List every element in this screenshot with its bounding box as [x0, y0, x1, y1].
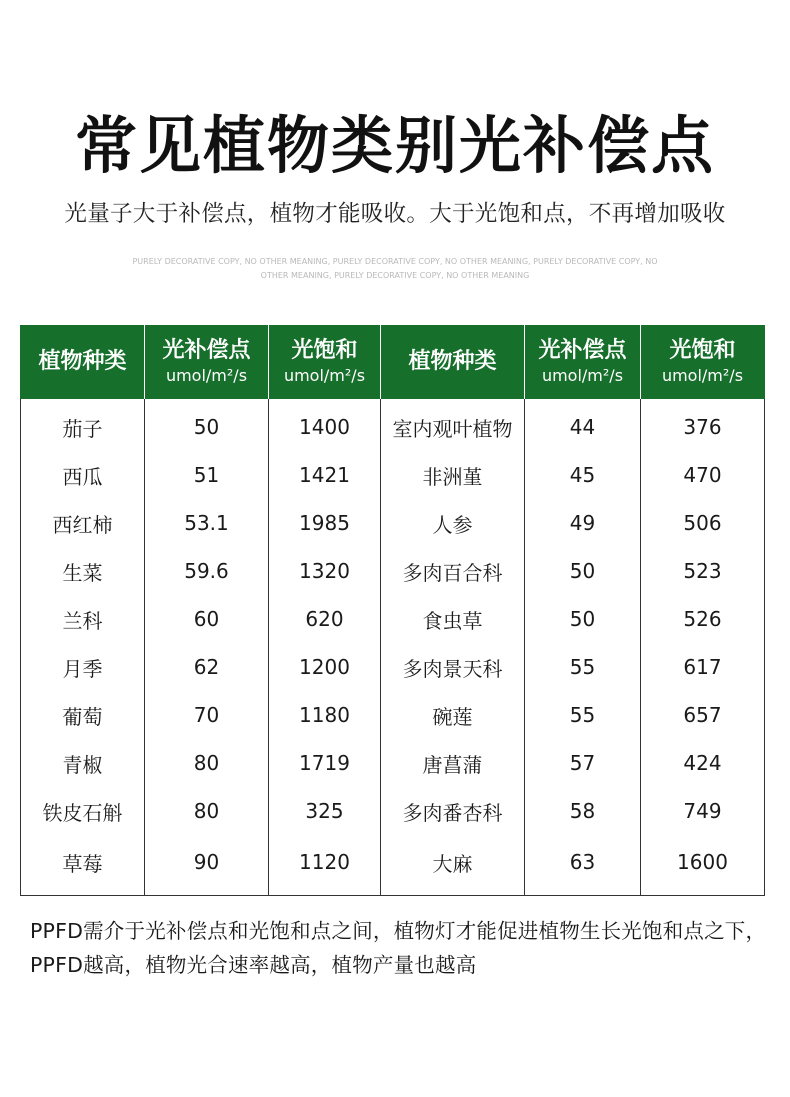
cell-saturation-left: 1400	[269, 399, 381, 451]
header-unit: umol/m²/s	[661, 366, 744, 385]
cell-saturation-left: 1320	[269, 547, 381, 595]
cell-saturation-right: 749	[641, 787, 765, 835]
header-compensation-point-right	[525, 325, 641, 399]
cell-compensation-right: 50	[525, 595, 641, 643]
table-row	[21, 643, 765, 691]
cell-plant-right: 大麻	[381, 835, 525, 896]
cell-plant-left: 青椒	[21, 739, 145, 787]
header-label: 光饱和	[291, 338, 358, 363]
cell-plant-left: 生菜	[21, 547, 145, 595]
cell-plant-left: 茄子	[21, 399, 145, 451]
cell-compensation-right: 50	[525, 547, 641, 595]
light-compensation-table	[20, 325, 764, 896]
cell-saturation-right: 657	[641, 691, 765, 739]
table-row	[21, 399, 765, 451]
cell-saturation-left: 1200	[269, 643, 381, 691]
table-row	[21, 691, 765, 739]
page-subtitle: 光量子大于补偿点，植物才能吸收。大于光饱和点，不再增加吸收	[64, 201, 726, 227]
cell-compensation-right: 49	[525, 499, 641, 547]
cell-compensation-left: 59.6	[145, 547, 269, 595]
cell-saturation-right: 424	[641, 739, 765, 787]
cell-compensation-right: 55	[525, 643, 641, 691]
table-row	[21, 835, 765, 896]
cell-plant-right: 人参	[381, 499, 525, 547]
table-row	[21, 739, 765, 787]
cell-saturation-right: 470	[641, 451, 765, 499]
cell-compensation-left: 80	[145, 787, 269, 835]
header-label: 光补偿点	[538, 338, 627, 363]
cell-saturation-left: 1180	[269, 691, 381, 739]
header-label: 植物种类	[38, 349, 127, 374]
cell-compensation-left: 70	[145, 691, 269, 739]
table-row	[21, 595, 765, 643]
header-plant-type-left	[21, 325, 145, 399]
cell-compensation-left: 51	[145, 451, 269, 499]
table-row	[21, 547, 765, 595]
cell-plant-left: 草莓	[21, 835, 145, 896]
cell-compensation-left: 62	[145, 643, 269, 691]
cell-compensation-left: 80	[145, 739, 269, 787]
cell-plant-right: 室内观叶植物	[381, 399, 525, 451]
cell-plant-left: 葡萄	[21, 691, 145, 739]
header-label: 植物种类	[408, 349, 497, 374]
cell-compensation-right: 63	[525, 835, 641, 896]
cell-plant-left: 月季	[21, 643, 145, 691]
cell-plant-left: 西瓜	[21, 451, 145, 499]
cell-compensation-right: 45	[525, 451, 641, 499]
cell-plant-right: 唐菖蒲	[381, 739, 525, 787]
cell-plant-left: 西红柿	[21, 499, 145, 547]
cell-saturation-right: 617	[641, 643, 765, 691]
cell-compensation-left: 53.1	[145, 499, 269, 547]
cell-saturation-left: 620	[269, 595, 381, 643]
header-unit: umol/m²/s	[165, 366, 248, 385]
table-row	[21, 787, 765, 835]
cell-saturation-left: 325	[269, 787, 381, 835]
table-body	[21, 399, 765, 896]
table-row	[21, 499, 765, 547]
header-label: 光饱和	[669, 338, 736, 363]
header-compensation-point-left	[145, 325, 269, 399]
table-header-row	[21, 325, 765, 399]
header-unit: umol/m²/s	[283, 366, 366, 385]
header-unit: umol/m²/s	[541, 366, 624, 385]
cell-compensation-left: 50	[145, 399, 269, 451]
cell-saturation-left: 1421	[269, 451, 381, 499]
cell-saturation-right: 1600	[641, 835, 765, 896]
cell-plant-right: 碗莲	[381, 691, 525, 739]
cell-saturation-right: 523	[641, 547, 765, 595]
cell-compensation-right: 58	[525, 787, 641, 835]
cell-plant-left: 铁皮石斛	[21, 787, 145, 835]
cell-plant-right: 非洲堇	[381, 451, 525, 499]
cell-compensation-right: 44	[525, 399, 641, 451]
cell-saturation-right: 506	[641, 499, 765, 547]
cell-plant-right: 多肉百合科	[381, 547, 525, 595]
cell-saturation-right: 376	[641, 399, 765, 451]
cell-saturation-left: 1719	[269, 739, 381, 787]
cell-compensation-right: 55	[525, 691, 641, 739]
cell-compensation-left: 90	[145, 835, 269, 896]
cell-compensation-right: 57	[525, 739, 641, 787]
decorative-text: PURELY DECORATIVE COPY, NO OTHER MEANING, PURELY DECORATIVE COPY, NO OTHER MEANING, PURELY DECORATIVE COPY, NO OTHER MEANING, PURELY DECORATIVE COPY, NO OTHER MEANING	[132, 257, 658, 280]
cell-plant-right: 多肉番杏科	[381, 787, 525, 835]
header-plant-type-right	[381, 325, 525, 399]
cell-saturation-left: 1985	[269, 499, 381, 547]
footer-note: PPFD需介于光补偿点和光饱和点之间，植物灯才能促进植物生长光饱和点之下，PPFD越高，植物光合速率越高，植物产量也越高	[30, 919, 767, 977]
page-title: 常见植物类别光补偿点	[74, 109, 715, 182]
cell-plant-right: 食虫草	[381, 595, 525, 643]
header-saturation-right	[641, 325, 765, 399]
header-label: 光补偿点	[162, 338, 251, 363]
cell-plant-right: 多肉景天科	[381, 643, 525, 691]
table-row	[21, 451, 765, 499]
cell-plant-left: 兰科	[21, 595, 145, 643]
cell-saturation-right: 526	[641, 595, 765, 643]
header-saturation-left	[269, 325, 381, 399]
cell-saturation-left: 1120	[269, 835, 381, 896]
cell-compensation-left: 60	[145, 595, 269, 643]
